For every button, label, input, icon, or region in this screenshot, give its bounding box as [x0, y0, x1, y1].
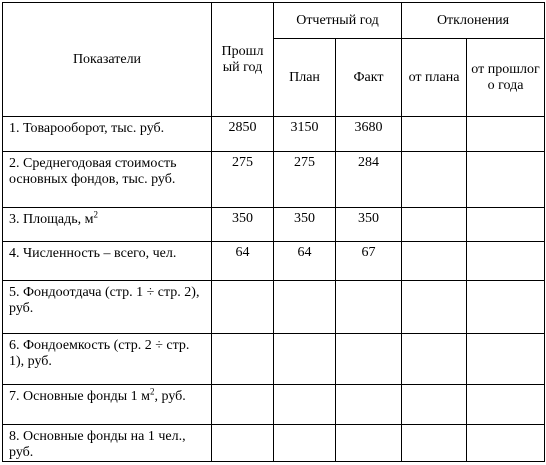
header-deviations: Отклонения: [402, 3, 545, 39]
header-from-prev-year: от прошлог о года: [467, 39, 545, 117]
cell-prev-year: 2850: [212, 117, 274, 152]
cell-plan: [274, 281, 336, 334]
cell-fact: [336, 385, 402, 425]
table-row: [3, 208, 545, 242]
cell-from-prev-year: [467, 152, 545, 208]
cell-from-prev-year: [467, 242, 545, 281]
cell-prev-year: [212, 385, 274, 425]
cell-from-plan: [402, 425, 467, 462]
cell-from-plan: [402, 385, 467, 425]
cell-plan: [274, 334, 336, 385]
cell-plan: 64: [274, 242, 336, 281]
row-label-suffix: , руб.: [154, 389, 186, 404]
row-label: 6. Фондоемкость (стр. 2 ÷ стр. 1), руб.: [3, 334, 212, 385]
cell-from-prev-year: [467, 117, 545, 152]
cell-fact: 284: [336, 152, 402, 208]
cell-from-prev-year: [467, 385, 545, 425]
cell-plan: [274, 425, 336, 462]
table-row: [3, 425, 545, 462]
cell-from-plan: [402, 152, 467, 208]
header-from-plan: от плана: [402, 39, 467, 117]
header-indicators: Показатели: [3, 3, 212, 117]
cell-from-prev-year: [467, 281, 545, 334]
cell-prev-year: [212, 425, 274, 462]
table-row: [3, 152, 545, 208]
header-fact: Факт: [336, 39, 402, 117]
row-label-text: 7. Основные фонды 1 м: [9, 389, 150, 404]
cell-fact: 350: [336, 208, 402, 242]
cell-from-plan: [402, 117, 467, 152]
cell-plan: 3150: [274, 117, 336, 152]
table-row: [3, 281, 545, 334]
header-report-year: Отчетный год: [274, 3, 402, 39]
cell-fact: 67: [336, 242, 402, 281]
cell-fact: [336, 281, 402, 334]
table-row: [3, 117, 545, 152]
row-label: 1. Товарооборот, тыс. руб.: [3, 117, 212, 152]
row-label: [3, 385, 212, 425]
cell-prev-year: 64: [212, 242, 274, 281]
cell-from-plan: [402, 208, 467, 242]
cell-prev-year: 350: [212, 208, 274, 242]
cell-plan: [274, 385, 336, 425]
cell-fact: [336, 425, 402, 462]
indicators-table: [2, 2, 545, 462]
row-label: 2. Среднегодовая стоимость основных фондов, тыс. руб.: [3, 152, 212, 208]
cell-plan: 275: [274, 152, 336, 208]
header-prev-year: Прошл ый год: [212, 3, 274, 117]
row-label: 5. Фондоотдача (стр. 1 ÷ стр. 2), руб.: [3, 281, 212, 334]
table-row: [3, 334, 545, 385]
cell-prev-year: [212, 281, 274, 334]
cell-from-prev-year: [467, 425, 545, 462]
cell-from-prev-year: [467, 334, 545, 385]
cell-fact: [336, 334, 402, 385]
cell-from-plan: [402, 242, 467, 281]
row-label-superscript: 2: [93, 209, 98, 220]
cell-from-plan: [402, 334, 467, 385]
row-label: [3, 208, 212, 242]
cell-prev-year: [212, 334, 274, 385]
cell-plan: 350: [274, 208, 336, 242]
row-label: 8. Основные фонды на 1 чел., руб.: [3, 425, 212, 462]
table-row: [3, 242, 545, 281]
header-plan: План: [274, 39, 336, 117]
row-label-text: 3. Площадь, м: [9, 212, 94, 227]
row-label-superscript: 2: [150, 386, 155, 397]
cell-fact: 3680: [336, 117, 402, 152]
cell-from-plan: [402, 281, 467, 334]
cell-prev-year: 275: [212, 152, 274, 208]
row-label: 4. Численность – всего, чел.: [3, 242, 212, 281]
cell-from-prev-year: [467, 208, 545, 242]
table-row: [3, 385, 545, 425]
